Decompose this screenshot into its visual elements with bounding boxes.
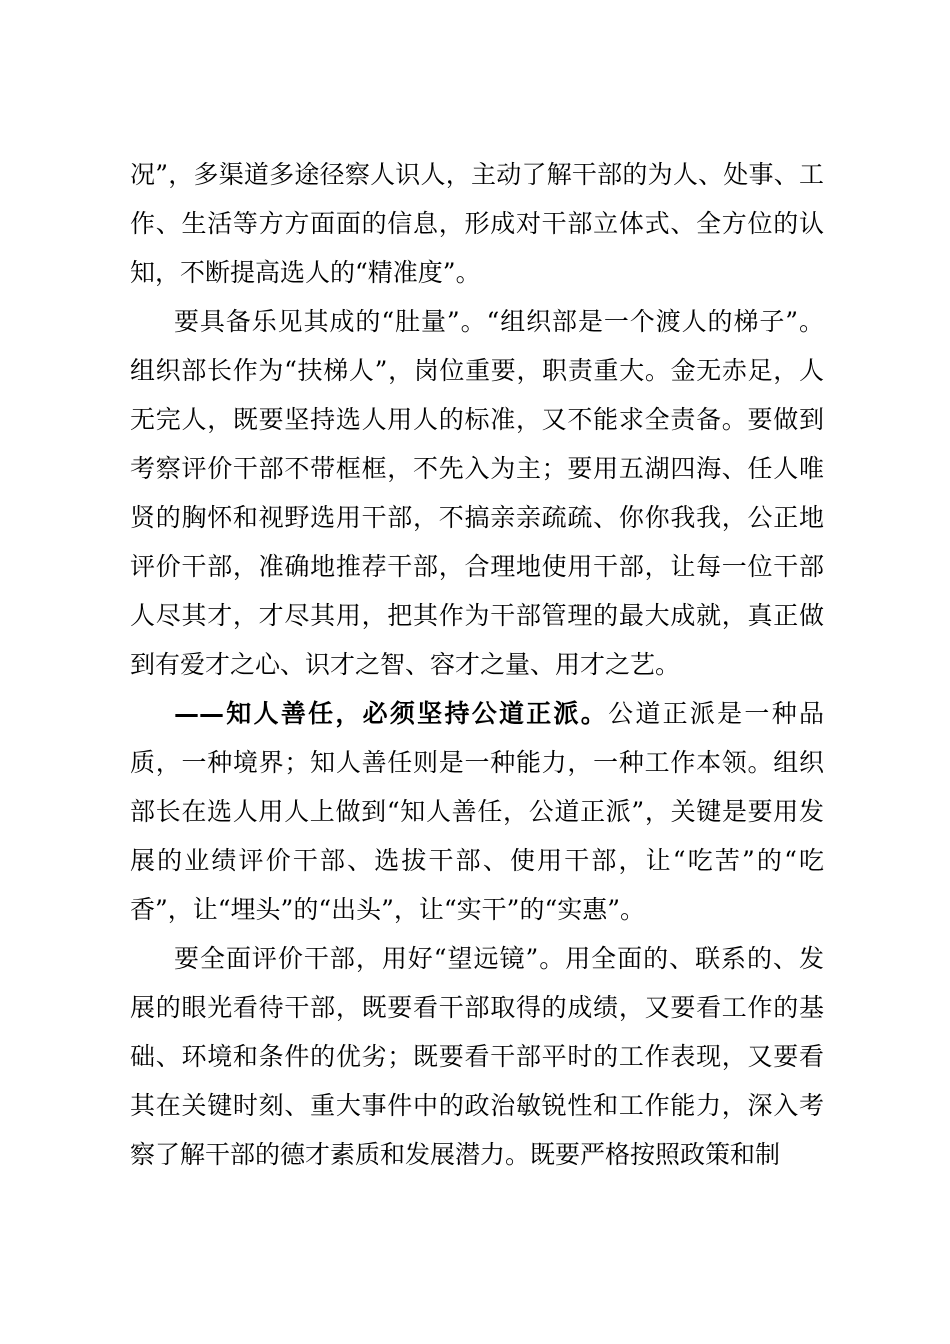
paragraph-3-text: 公道正派是一种品质，一种境界；知人善任则是一种能力，一种工作本领。组织部长在选人用人上做到“知人善任，公道正派”，关键是要用发展的业绩评价干部、选拔干部、使用干部，让“吃苦”的“吃香”，让“埋头”的“出头”，让“实干”的“实惠”。	[130, 699, 824, 924]
paragraph-3-heading: ——知人善任，必须坚持公道正派。	[174, 699, 609, 728]
paragraph-1	[130, 150, 824, 297]
paragraph-4-text: 要全面评价干部，用好“望远镜”。用全面的、联系的、发展的眼光看待干部，既要看干部取得的成绩，又要看工作的基础、环境和条件的优劣；既要看干部平时的工作表现，又要看其在关键时刻、重大事件中的政治敏锐性和工作能力，深入考察了解干部的德才素质和发展潜力。既要严格按照政策和制	[130, 944, 824, 1169]
paragraph-2-text: 要具备乐见其成的“肚量”。“组织部是一个渡人的梯子”。组织部长作为“扶梯人”，岗位重要，职责重大。金无赤足，人无完人，既要坚持选人用人的标准，又不能求全责备。要做到考察评价干部不带框框，不先入为主；要用五湖四海、任人唯贤的胸怀和视野选用干部，不搞亲亲疏疏、你你我我，公正地评价干部，准确地推荐干部，合理地使用干部，让每一位干部人尽其才，才尽其用，把其作为干部管理的最大成就，真正做到有爱才之心、识才之智、容才之量、用才之艺。	[130, 307, 824, 679]
document-page	[130, 150, 824, 1179]
paragraph-3	[130, 689, 824, 934]
paragraph-1-text: 况”，多渠道多途径察人识人，主动了解干部的为人、处事、工作、生活等方方面面的信息，形成对干部立体式、全方位的认知，不断提高选人的“精准度”。	[130, 160, 824, 287]
paragraph-4	[130, 934, 824, 1179]
paragraph-2	[130, 297, 824, 689]
